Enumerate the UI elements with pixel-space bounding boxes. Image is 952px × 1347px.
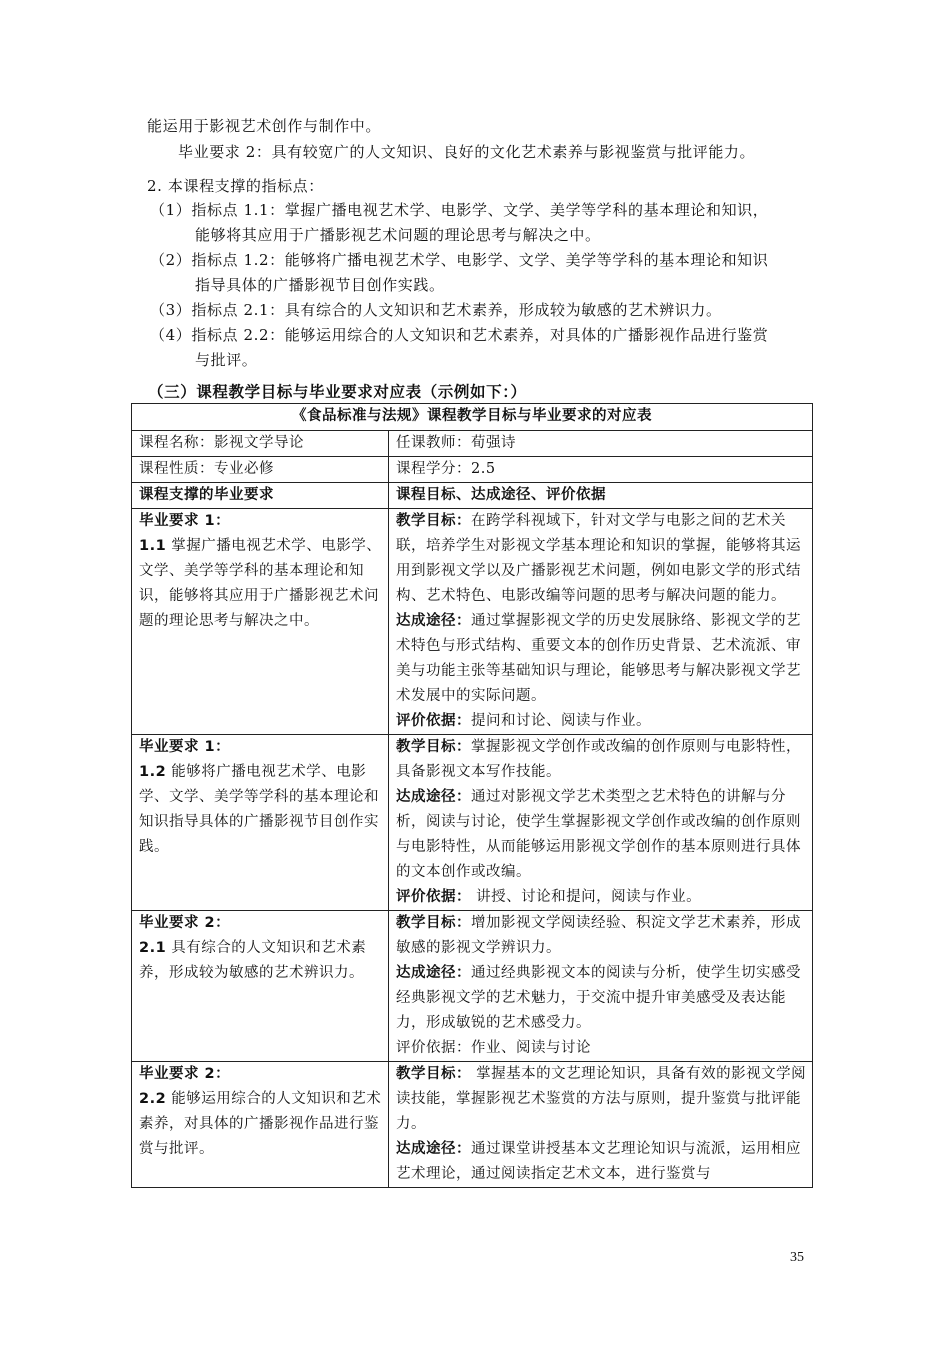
requirement-title: 毕业要求 1： <box>139 513 231 529</box>
goal-label: 教学目标： <box>396 513 471 529</box>
indicator-item-1a: （1）指标点 1.1：掌握广播电视艺术学、电影学、文学、美学等学科的基本理论和知识， <box>150 201 769 219</box>
table-row <box>132 1062 813 1188</box>
table-row <box>132 509 813 735</box>
table-row <box>132 431 813 457</box>
course-name-cell: 课程名称：影视文学导论 <box>132 431 389 457</box>
credits-cell: 课程学分：2.5 <box>389 457 813 483</box>
indicator-item-4a: （4）指标点 2.2：能够运用综合的人文知识和艺术素养，对具体的广播影视作品进行鉴赏 <box>150 326 769 344</box>
table-row <box>132 911 813 1062</box>
indicator-number: 1.1 <box>139 538 167 554</box>
intro-line-1: 能运用于影视艺术创作与制作中。 <box>147 117 382 135</box>
table-header-row <box>132 483 813 509</box>
requirement-cell <box>132 509 389 735</box>
requirement-cell <box>132 735 389 911</box>
requirement-text: 掌握广播电视艺术学、电影学、文学、美学等学科的基本理论和知识，能够将其应用于广播影视艺术问题的理论思考与解决之中。 <box>139 538 382 629</box>
eval-text: 提问和讨论、阅读与作业。 <box>471 713 651 729</box>
path-label: 达成途径： <box>396 789 471 805</box>
col-right-header: 课程目标、达成途径、评价依据 <box>389 483 813 509</box>
table-row <box>132 457 813 483</box>
objective-cell <box>389 735 813 911</box>
goal-label: 教学目标： <box>396 915 471 931</box>
path-text: 通过经典影视文本的阅读与分析，使学生切实感受经典影视文学的艺术魅力，于交流中提升审美感受及表达能力，形成敏锐的艺术感受力。 <box>396 965 801 1031</box>
table-row <box>132 735 813 911</box>
course-type-cell: 课程性质：专业必修 <box>132 457 389 483</box>
mapping-table <box>131 403 813 1188</box>
eval-label: 评价依据： <box>396 889 471 905</box>
teacher-cell: 任课教师：荀强诗 <box>389 431 813 457</box>
indicator-item-2a: （2）指标点 1.2：能够将广播电视艺术学、电影学、文学、美学等学科的基本理论和知识 <box>150 251 769 269</box>
requirement-cell <box>132 1062 389 1188</box>
indicator-item-4b: 与批评。 <box>195 351 258 369</box>
section-title: （三）课程教学目标与毕业要求对应表（示例如下：） <box>148 383 527 401</box>
requirement-title: 毕业要求 1： <box>139 739 231 755</box>
goal-label: 教学目标： <box>396 739 471 755</box>
intro-line-3: 2. 本课程支撑的指标点： <box>147 177 324 195</box>
table-caption-row <box>132 404 813 431</box>
objective-cell <box>389 509 813 735</box>
eval-label: 评价依据： <box>396 1040 471 1056</box>
path-label: 达成途径： <box>396 1141 471 1157</box>
eval-text: 讲授、讨论和提问，阅读与作业。 <box>471 889 702 905</box>
eval-text: 作业、阅读与讨论 <box>471 1040 591 1056</box>
goal-text: 掌握影视文学创作或改编的创作原则与电影特性，具备影视文本写作技能。 <box>396 739 801 780</box>
path-text: 通过课堂讲授基本文艺理论知识与流派，运用相应艺术理论，通过阅读指定艺术文本，进行鉴赏与 <box>396 1141 801 1182</box>
path-label: 达成途径： <box>396 965 471 981</box>
objective-cell <box>389 911 813 1062</box>
goal-text: 在跨学科视域下，针对文学与电影之间的艺术关联，培养学生对影视文学基本理论和知识的掌握，能够将其运用到影视文学以及广播影视艺术问题，例如电影文学的形式结构、艺术特色、电影改编等问题的思考与解决问题的能力。 <box>396 513 801 604</box>
requirement-text: 能够运用综合的人文知识和艺术素养，对具体的广播影视作品进行鉴赏与批评。 <box>139 1091 382 1157</box>
indicator-number: 2.2 <box>139 1091 167 1107</box>
path-text: 通过对影视文学艺术类型之艺术特色的讲解与分析，阅读与讨论，使学生掌握影视文学创作或改编的创作原则与电影特性，从而能够运用影视文学创作的基本原则进行具体的文本创作或改编。 <box>396 789 801 880</box>
requirement-text: 具有综合的人文知识和艺术素养，形成较为敏感的艺术辨识力。 <box>139 940 367 981</box>
requirement-title: 毕业要求 2： <box>139 1066 231 1082</box>
eval-label: 评价依据： <box>396 713 471 729</box>
page-number: 35 <box>790 1250 804 1265</box>
requirement-text: 能够将广播电视艺术学、电影学、文学、美学等学科的基本理论和知识指导具体的广播影视节目创作实践。 <box>139 764 379 855</box>
indicator-item-1b: 能够将其应用于广播影视艺术问题的理论思考与解决之中。 <box>195 226 601 244</box>
indicator-number: 2.1 <box>139 940 167 956</box>
requirement-title: 毕业要求 2： <box>139 915 231 931</box>
goal-text: 掌握基本的文艺理论知识，具备有效的影视文学阅读技能，掌握影视艺术鉴赏的方法与原则，提升鉴赏与批评能力。 <box>396 1066 807 1132</box>
indicator-item-2b: 指导具体的广播影视节目创作实践。 <box>195 276 445 294</box>
goal-text: 增加影视文学阅读经验、积淀文学艺术素养，形成敏感的影视文学辨识力。 <box>396 915 801 956</box>
path-text: 通过掌握影视文学的历史发展脉络、影视文学的艺术特色与形式结构、重要文本的创作历史背景、艺术流派、审美与功能主张等基础知识与理论，能够思考与解决影视文学艺术发展中的实际问题。 <box>396 613 801 704</box>
requirement-cell <box>132 911 389 1062</box>
objective-cell <box>389 1062 813 1188</box>
path-label: 达成途径： <box>396 613 471 629</box>
indicator-number: 1.2 <box>139 764 167 780</box>
table-caption: 《食品标准与法规》课程教学目标与毕业要求的对应表 <box>132 404 813 431</box>
col-left-header: 课程支撑的毕业要求 <box>132 483 389 509</box>
indicator-item-3: （3）指标点 2.1：具有综合的人文知识和艺术素养，形成较为敏感的艺术辨识力。 <box>150 301 722 319</box>
goal-label: 教学目标： <box>396 1066 471 1082</box>
intro-line-2: 毕业要求 2：具有较宽广的人文知识、良好的文化艺术素养与影视鉴赏与批评能力。 <box>178 143 756 161</box>
